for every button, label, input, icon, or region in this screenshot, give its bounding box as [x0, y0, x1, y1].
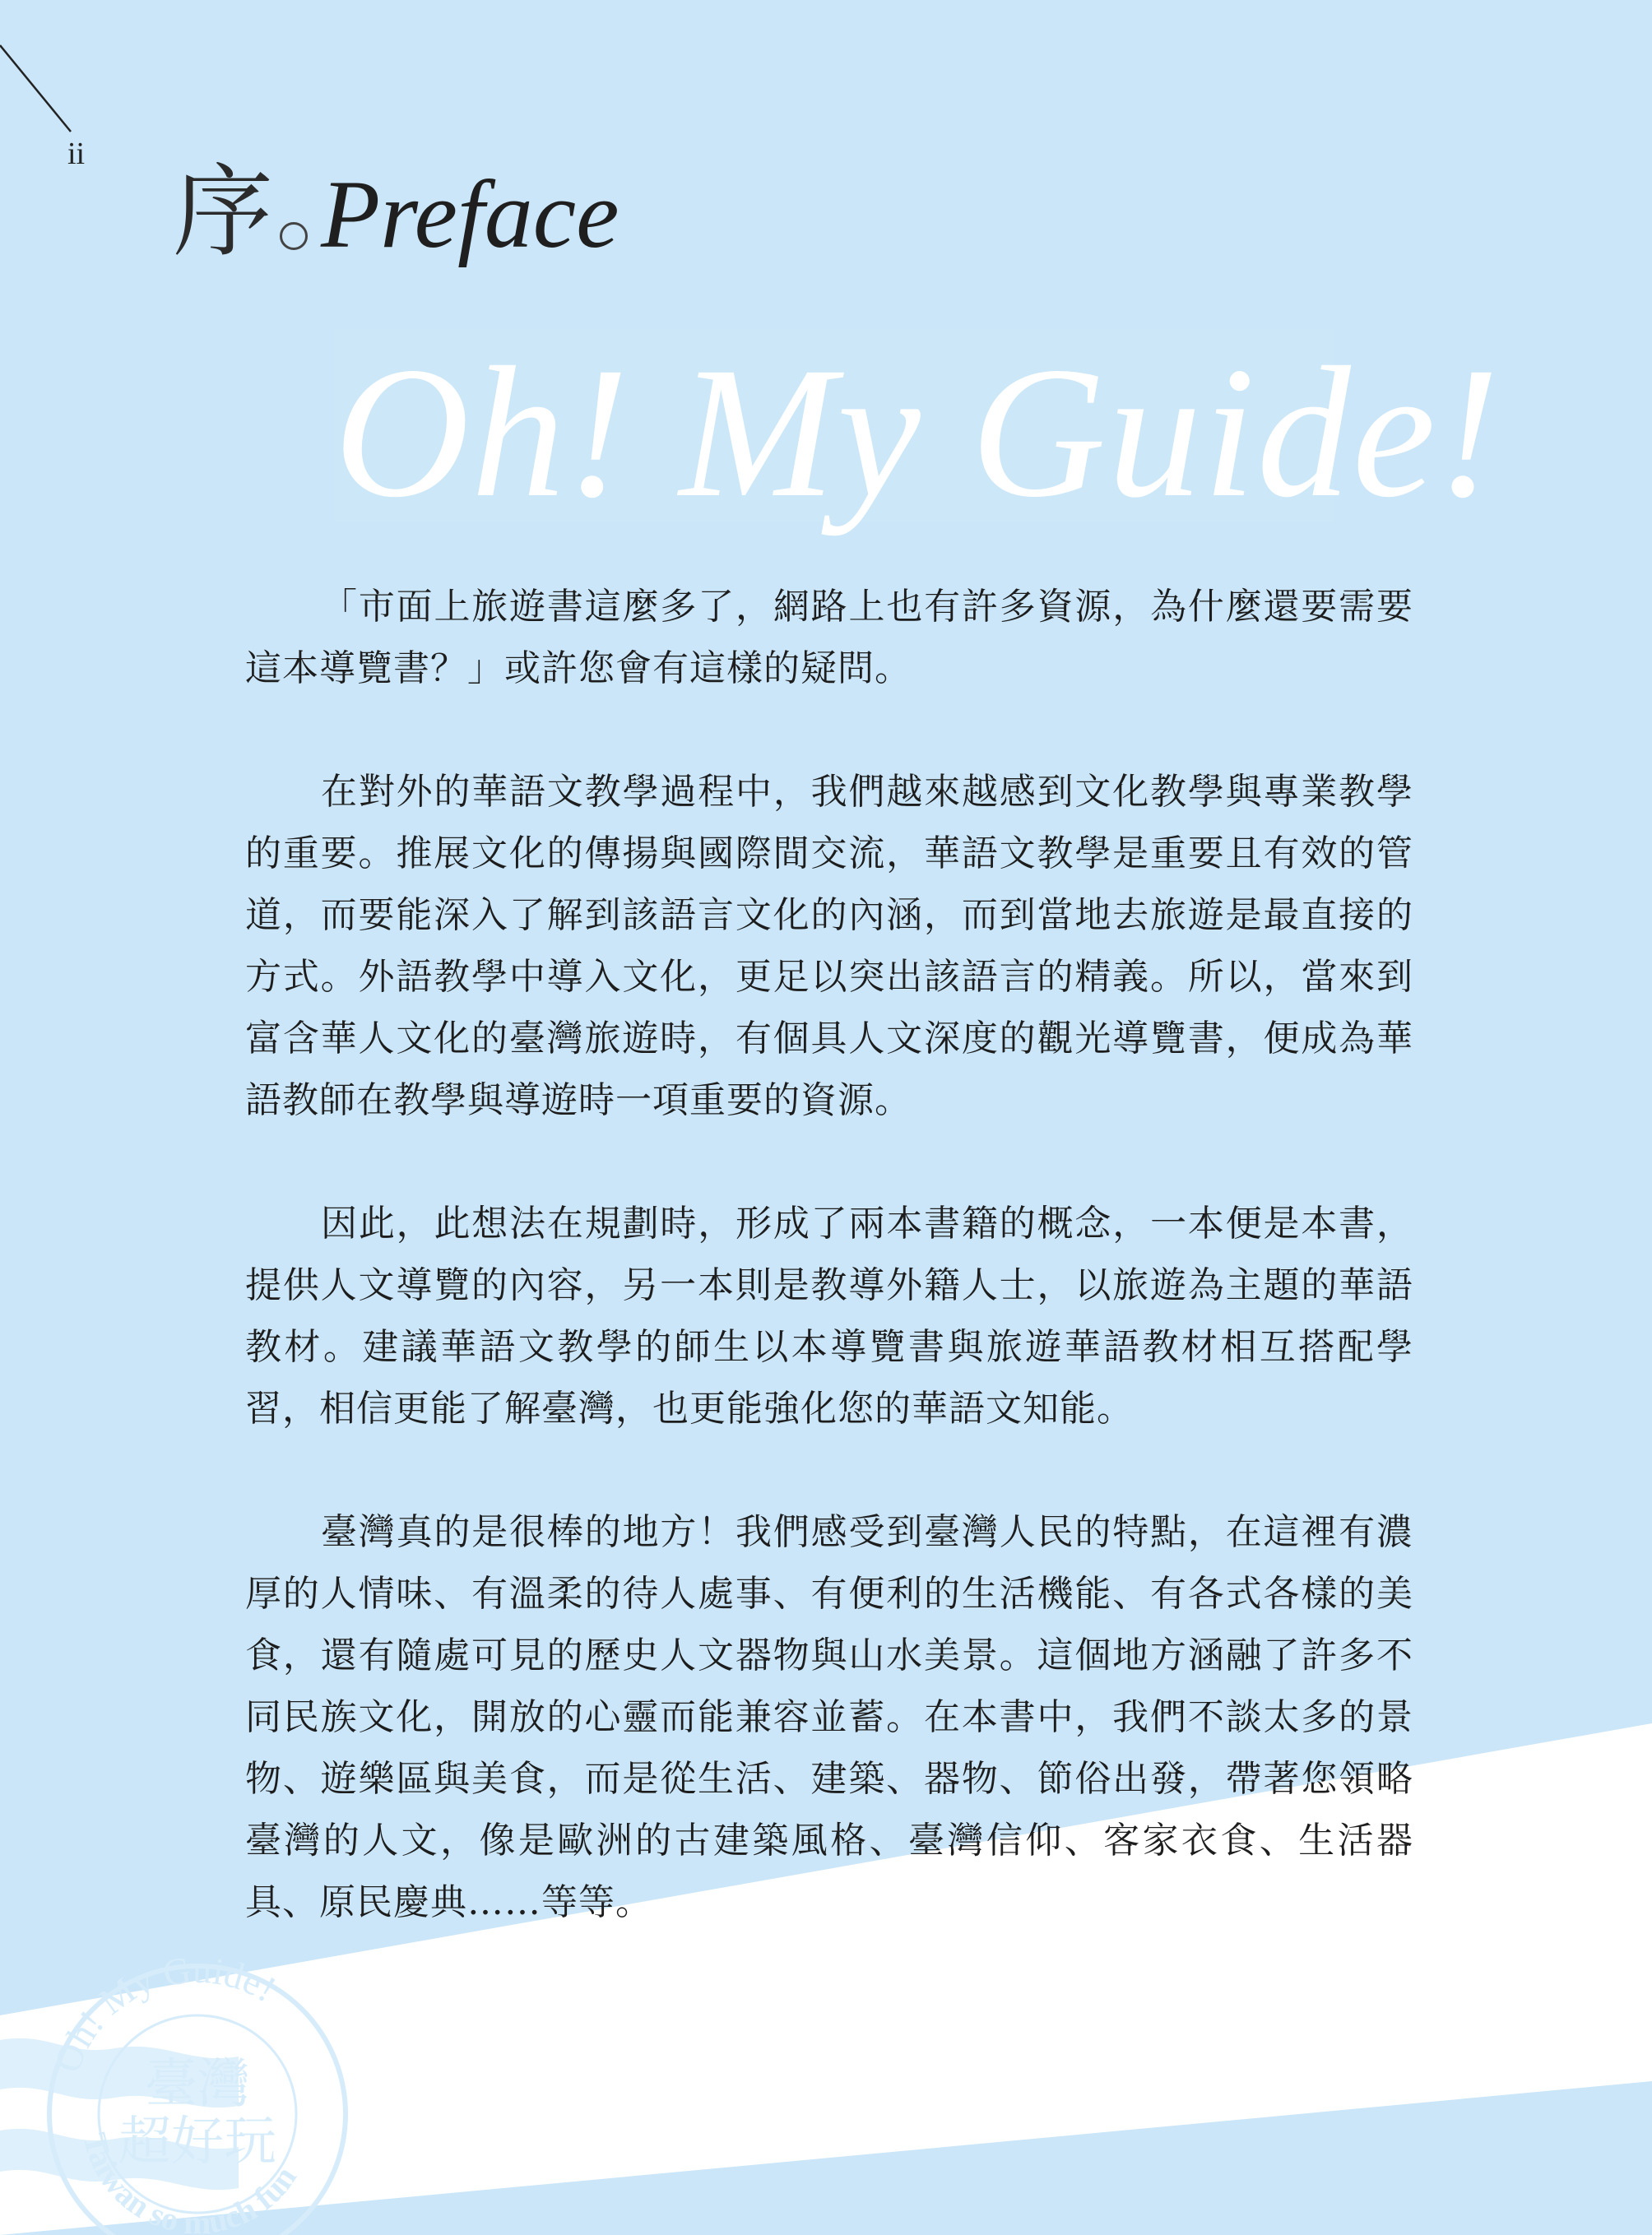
svg-text:Oh! My Guide!: Oh! My Guide!: [45, 1948, 284, 2078]
svg-text:超好玩: 超好玩: [118, 2112, 276, 2172]
svg-text:臺灣: 臺灣: [145, 2054, 250, 2115]
title-english: Preface: [321, 160, 620, 268]
paragraph: 在對外的華語文教學過程中，我們越來越感到文化教學與專業教學的重要。推展文化的傳揚與國際間交流，華語文教學是重要且有效的管道，而要能深入了解到該語言文化的內涵，而到當地去旅遊是最直接的方式。外語教學中導入文化，更足以突出該語言的精義。所以，當來到富含華人文化的臺灣旅遊時，有個具人文深度的觀光導覽書，便成為華語教師在教學與導遊時一項重要的資源。: [245, 771, 1413, 1121]
svg-text:Taiwan so much fun: Taiwan so much fun: [76, 2129, 304, 2235]
title-chinese: 序: [173, 154, 273, 271]
paragraph: 因此，此想法在規劃時，形成了兩本書籍的概念，一本便是本書，提供人文導覽的內容，另一本則是教導外籍人士，以旅遊為主題的華語教材。建議華語文教學的師生以本導覽書與旅遊華語教材相互搭配學習，相信更能了解臺灣，也更能強化您的華語文知能。: [245, 1203, 1413, 1430]
banner-heading: Oh! My Guide!: [334, 329, 1501, 536]
paragraph: 臺灣真的是很棒的地方！我們感受到臺灣人民的特點，在這裡有濃厚的人情味、有溫柔的待人處事、有便利的生活機能、有各式各樣的美食，還有隨處可見的歷史人文器物與山水美景。這個地方涵融了許多不同民族文化，開放的心靈而能兼容並蓄。在本書中，我們不談太多的景物、遊樂區與美食，而是從生活、建築、器物、節俗出發，帶著您領略臺灣的人文，像是歐洲的古建築風格、臺灣信仰、客家衣食、生活器具、原民慶典……等等。: [245, 1511, 1413, 1923]
corner-diagonal-line: [0, 45, 71, 132]
logo-stamp: [25, 1941, 370, 2235]
page-title: [173, 132, 620, 276]
page-number: ii: [67, 137, 86, 171]
paragraph: 「市面上旅遊書這麼多了，網路上也有許多資源，為什麼還要需要這本導覽書？」或許您會有這樣的疑問。: [245, 586, 1413, 689]
preface-body: [245, 576, 1413, 1933]
circle-dot-icon: [280, 222, 308, 250]
